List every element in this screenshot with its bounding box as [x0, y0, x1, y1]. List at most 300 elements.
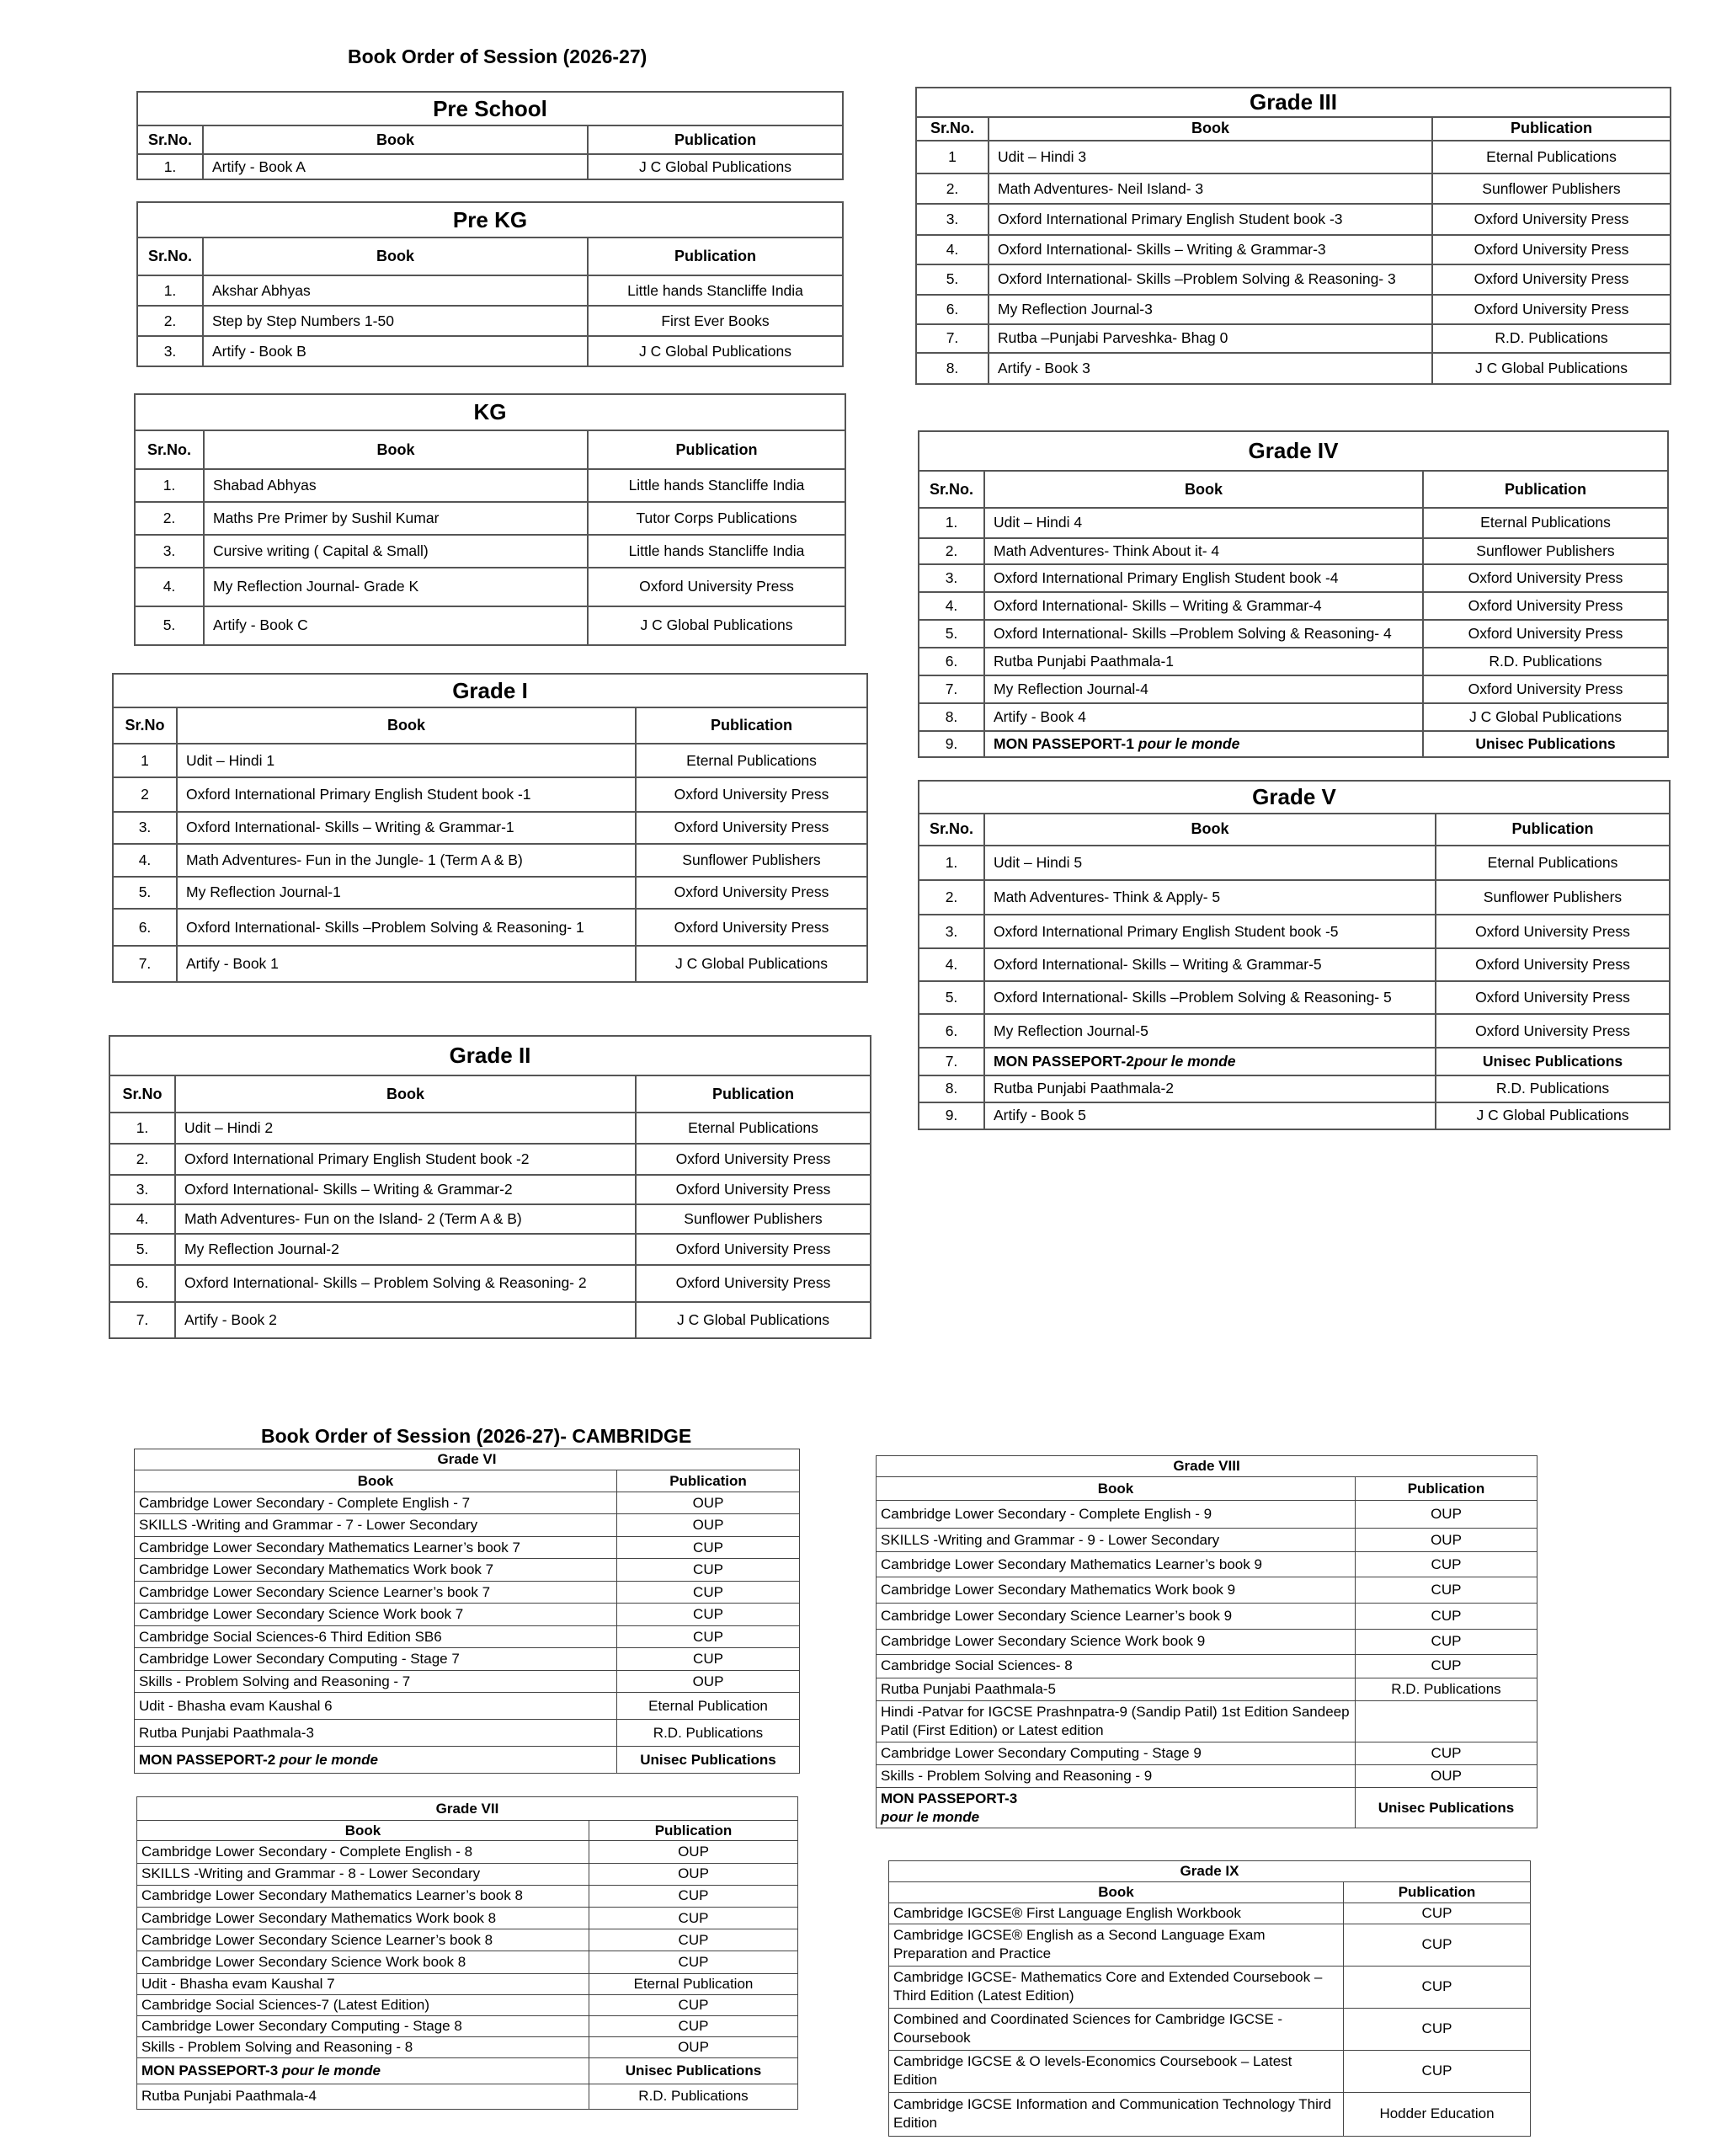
table-row — [916, 173, 1671, 205]
book-cell: Oxford International- Skills –Problem Solving & Reasoning- 3 — [989, 264, 1432, 296]
publication-cell: First Ever Books — [588, 306, 843, 336]
book-cell: Cambridge Lower Secondary Science Work book 7 — [135, 1604, 617, 1626]
publication-cell: Tutor Corps Publications — [588, 502, 845, 535]
table-row — [135, 1492, 800, 1514]
book-cell — [877, 1788, 1356, 1828]
book-cell: My Reflection Journal-4 — [984, 675, 1423, 703]
publication-cell: Oxford University Press — [1423, 620, 1668, 648]
sr-no-cell: 5. — [109, 1234, 175, 1265]
grade-2-table — [109, 1035, 871, 1339]
book-cell: Step by Step Numbers 1-50 — [203, 306, 588, 336]
table-header-row — [889, 1881, 1531, 1903]
book-cell: Cambridge Lower Secondary Computing - Stage 9 — [877, 1742, 1356, 1764]
column-header: Sr.No. — [137, 237, 203, 275]
publication-cell: Oxford University Press — [636, 812, 867, 844]
publication-cell: J C Global Publications — [1423, 703, 1668, 731]
grade-3-table — [915, 87, 1671, 385]
book-cell: Cambridge Social Sciences- 8 — [877, 1655, 1356, 1678]
publication-cell: R.D. Publications — [1436, 1075, 1670, 1102]
book-title: MON PASSEPORT-2 — [139, 1751, 280, 1768]
publication-cell: CUP — [617, 1648, 800, 1671]
publication-cell: CUP — [1356, 1577, 1537, 1604]
sr-no-cell: 7. — [919, 1048, 984, 1075]
sr-no-cell: 7. — [109, 1302, 175, 1338]
book-cell: Rutba Punjabi Paathmala-5 — [877, 1678, 1356, 1700]
book-cell — [135, 1747, 617, 1774]
publication-cell: Oxford University Press — [1436, 981, 1670, 1014]
book-cell: Artify - Book C — [204, 606, 588, 645]
table-title: Grade VI — [135, 1449, 800, 1470]
book-cell: Math Adventures- Think & Apply- 5 — [984, 880, 1436, 915]
sr-no-cell: 9. — [919, 1102, 984, 1129]
sr-no-cell: 3. — [137, 336, 203, 366]
book-cell: Oxford International- Skills – Writing & Grammar-5 — [984, 948, 1436, 981]
publication-cell: CUP — [589, 1951, 798, 1973]
sr-no-cell: 3. — [919, 564, 984, 592]
book-cell: Cambridge IGCSE Information and Communication Technology Third Edition — [889, 2092, 1344, 2136]
publication-cell: CUP — [617, 1625, 800, 1648]
publication-cell: R.D. Publications — [589, 2084, 798, 2109]
table-row — [889, 1903, 1531, 1924]
table-row — [113, 744, 867, 777]
table-title-row — [919, 431, 1668, 471]
publication-cell: Unisec Publications — [589, 2058, 798, 2084]
book-cell: Math Adventures- Fun on the Island- 2 (Term A & B) — [175, 1204, 636, 1234]
table-row — [135, 606, 845, 645]
publication-cell: CUP — [1356, 1604, 1537, 1630]
table-header-row — [137, 237, 843, 275]
table-row — [889, 1966, 1531, 2008]
table-row — [877, 1678, 1537, 1700]
table-title: Grade VIII — [877, 1456, 1537, 1477]
publication-cell: R.D. Publications — [1432, 324, 1671, 354]
publication-cell: R.D. Publications — [617, 1720, 800, 1747]
table-row — [877, 1551, 1537, 1577]
grade-9-table — [888, 1860, 1531, 2137]
book-cell: Maths Pre Primer by Sushil Kumar — [204, 502, 588, 535]
book-cell: SKILLS -Writing and Grammar - 8 - Lower Secondary — [137, 1863, 589, 1885]
table-row — [135, 1604, 800, 1626]
book-cell: Rutba Punjabi Paathmala-1 — [984, 648, 1423, 675]
column-header: Book — [175, 1075, 636, 1112]
publication-cell: Eternal Publications — [636, 1113, 871, 1144]
table-row — [135, 1648, 800, 1671]
publication-cell: Oxford University Press — [636, 909, 867, 946]
book-cell: Cambridge Social Sciences-6 Third Edition SB6 — [135, 1625, 617, 1648]
table-row — [135, 1693, 800, 1720]
table-title: Grade VII — [137, 1797, 798, 1821]
table-row — [919, 564, 1668, 592]
table-row — [137, 1973, 798, 1994]
publication-cell: Sunflower Publishers — [636, 1204, 871, 1234]
publication-cell: CUP — [589, 2016, 798, 2037]
sr-no-cell: 7. — [919, 675, 984, 703]
table-row — [916, 235, 1671, 264]
table-header-row — [137, 1821, 798, 1841]
publication-cell: Hodder Education — [1344, 2092, 1531, 2136]
book-cell: My Reflection Journal- Grade K — [204, 568, 588, 606]
sr-no-cell: 4. — [113, 844, 177, 876]
table-row — [916, 141, 1671, 173]
column-header: Book — [137, 1821, 589, 1841]
publication-cell: Oxford University Press — [1432, 204, 1671, 235]
column-header: Sr.No. — [919, 814, 984, 846]
table-row — [137, 1994, 798, 2015]
book-cell: Rutba Punjabi Paathmala-2 — [984, 1075, 1436, 1102]
publication-cell: CUP — [1356, 1551, 1537, 1577]
publication-cell: Eternal Publications — [1423, 508, 1668, 538]
sr-no-cell: 4. — [919, 592, 984, 620]
column-header: Book — [177, 707, 636, 743]
publication-cell: CUP — [1356, 1629, 1537, 1655]
publication-cell: J C Global Publications — [588, 336, 843, 366]
publication-cell: Eternal Publications — [1436, 846, 1670, 880]
book-cell: Akshar Abhyas — [203, 275, 588, 306]
sr-no-cell: 8. — [919, 1075, 984, 1102]
table-row — [919, 675, 1668, 703]
column-header: Publication — [1423, 471, 1668, 507]
table-row — [919, 948, 1670, 981]
publication-cell: J C Global Publications — [636, 946, 867, 982]
column-header: Publication — [617, 1470, 800, 1492]
table-row — [919, 538, 1668, 564]
book-title: MON PASSEPORT-3 — [141, 2063, 282, 2079]
book-cell: Udit – Hindi 5 — [984, 846, 1436, 880]
sr-no-cell: 2. — [916, 173, 989, 205]
table-row — [109, 1234, 871, 1265]
book-cell: Cambridge Lower Secondary - Complete English - 8 — [137, 1841, 589, 1863]
book-cell: My Reflection Journal-1 — [177, 877, 636, 909]
table-row — [109, 1265, 871, 1301]
publication-cell: J C Global Publications — [588, 154, 843, 179]
book-cell: My Reflection Journal-2 — [175, 1234, 636, 1265]
table-title: Grade V — [919, 781, 1670, 814]
column-header: Publication — [589, 1821, 798, 1841]
table-title-row — [916, 88, 1671, 117]
book-cell: Cambridge IGCSE- Mathematics Core and Extended Coursebook – Third Edition (Latest Edition) — [889, 1966, 1344, 2008]
publication-cell: Oxford University Press — [636, 877, 867, 909]
book-cell: Cambridge Lower Secondary Computing - Stage 7 — [135, 1648, 617, 1671]
table-row — [137, 336, 843, 366]
cambridge-title: Book Order of Session (2026-27)- CAMBRIDGE — [261, 1425, 692, 1447]
book-cell: Math Adventures- Neil Island- 3 — [989, 173, 1432, 205]
column-header: Book — [135, 1470, 617, 1492]
book-cell: My Reflection Journal-3 — [989, 295, 1432, 324]
table-row — [113, 877, 867, 909]
book-cell: Skills - Problem Solving and Reasoning - 9 — [877, 1765, 1356, 1788]
book-cell: Artify - Book 2 — [175, 1302, 636, 1338]
book-subtitle: pour le monde — [281, 2063, 381, 2079]
publication-cell: J C Global Publications — [588, 606, 845, 645]
column-header: Publication — [1432, 117, 1671, 141]
book-cell: Udit – Hindi 1 — [177, 744, 636, 777]
table-row — [889, 2092, 1531, 2136]
table-title: Grade I — [113, 674, 867, 707]
table-row — [135, 1720, 800, 1747]
book-cell: Udit – Hindi 4 — [984, 508, 1423, 538]
book-cell: My Reflection Journal-5 — [984, 1014, 1436, 1049]
table-row — [137, 1885, 798, 1907]
publication-cell: CUP — [1344, 2008, 1531, 2050]
table-row — [889, 2008, 1531, 2050]
table-row — [135, 1747, 800, 1774]
table-row — [113, 844, 867, 876]
book-cell: Oxford International- Skills –Problem Solving & Reasoning- 4 — [984, 620, 1423, 648]
table-title-row — [137, 1797, 798, 1821]
publication-cell: Sunflower Publishers — [1423, 538, 1668, 564]
publication-cell: CUP — [1344, 2050, 1531, 2092]
publication-cell: CUP — [617, 1581, 800, 1604]
grade-7-table — [136, 1796, 798, 2110]
table-row — [889, 2050, 1531, 2092]
table-header-row — [916, 117, 1671, 141]
book-cell: Cambridge Lower Secondary Mathematics Learner’s book 8 — [137, 1885, 589, 1907]
grade-5-table — [918, 780, 1671, 1130]
sr-no-cell: 5. — [916, 264, 989, 296]
publication-cell: OUP — [1356, 1765, 1537, 1788]
publication-cell: Oxford University Press — [1432, 235, 1671, 264]
book-subtitle: pour le monde — [881, 1808, 980, 1825]
column-header: Publication — [1344, 1881, 1531, 1903]
table-row — [877, 1629, 1537, 1655]
book-cell — [137, 2058, 589, 2084]
table-header-row — [109, 1075, 871, 1112]
book-cell: Oxford International- Skills –Problem Solving & Reasoning- 5 — [984, 981, 1436, 1014]
table-row — [919, 731, 1668, 757]
table-row — [113, 909, 867, 946]
table-row — [137, 2084, 798, 2109]
table-row — [919, 1075, 1670, 1102]
publication-cell: Oxford University Press — [636, 1175, 871, 1204]
grade-6-table — [134, 1449, 800, 1774]
table-row — [109, 1175, 871, 1204]
grade-8-table — [876, 1455, 1537, 1828]
table-row — [919, 508, 1668, 538]
publication-cell: J C Global Publications — [1432, 353, 1671, 384]
publication-cell: Unisec Publications — [1423, 731, 1668, 757]
column-header: Sr.No — [109, 1075, 175, 1112]
sr-no-cell: 2. — [919, 880, 984, 915]
table-row — [919, 620, 1668, 648]
table-header-row — [877, 1477, 1537, 1500]
book-cell: Oxford International Primary English Student book -2 — [175, 1144, 636, 1175]
publication-cell: Sunflower Publishers — [1436, 880, 1670, 915]
sr-no-cell: 4. — [919, 948, 984, 981]
sr-no-cell: 5. — [135, 606, 204, 645]
publication-cell: Sunflower Publishers — [1432, 173, 1671, 205]
sr-no-cell: 1. — [135, 469, 204, 502]
book-subtitle: pour le monde — [1133, 1053, 1236, 1070]
table-row — [135, 1559, 800, 1582]
column-header: Publication — [636, 707, 867, 743]
publication-cell: CUP — [589, 1908, 798, 1929]
sr-no-cell: 7. — [113, 946, 177, 982]
table-row — [135, 568, 845, 606]
table-row — [109, 1204, 871, 1234]
sr-no-cell: 2. — [109, 1144, 175, 1175]
table-title-row — [889, 1861, 1531, 1882]
book-cell: Oxford International Primary English Student book -3 — [989, 204, 1432, 235]
book-cell: Skills - Problem Solving and Reasoning - 8 — [137, 2037, 589, 2058]
table-title-row — [137, 202, 843, 237]
book-cell: Cambridge Lower Secondary Science Work book 8 — [137, 1951, 589, 1973]
book-cell: Udit - Bhasha evam Kaushal 6 — [135, 1693, 617, 1720]
book-cell: Combined and Coordinated Sciences for Cambridge IGCSE - Coursebook — [889, 2008, 1344, 2050]
publication-cell: OUP — [589, 1863, 798, 1885]
publication-cell: OUP — [1356, 1529, 1537, 1551]
table-row — [135, 1670, 800, 1693]
book-cell: SKILLS -Writing and Grammar - 7 - Lower Secondary — [135, 1514, 617, 1537]
table-row — [916, 324, 1671, 354]
table-title-row — [113, 674, 867, 707]
publication-cell: CUP — [1344, 1924, 1531, 1966]
table-row — [916, 353, 1671, 384]
table-row — [137, 154, 843, 179]
table-row — [919, 981, 1670, 1014]
publication-cell: CUP — [617, 1604, 800, 1626]
publication-cell: CUP — [617, 1536, 800, 1559]
table-row — [137, 275, 843, 306]
publication-cell: Oxford University Press — [636, 1144, 871, 1175]
table-row — [889, 1924, 1531, 1966]
column-header: Book — [203, 237, 588, 275]
sr-no-cell: 6. — [113, 909, 177, 946]
table-row — [919, 1102, 1670, 1129]
page-title: Book Order of Session (2026-27) — [348, 45, 647, 67]
column-header: Book — [203, 125, 588, 154]
book-cell: Artify - Book 5 — [984, 1102, 1436, 1129]
table-row — [919, 648, 1668, 675]
table-row — [137, 1951, 798, 1973]
table-header-row — [137, 125, 843, 154]
book-title: MON PASSEPORT-1 — [994, 734, 1138, 752]
publication-cell: OUP — [1356, 1500, 1537, 1529]
table-row — [877, 1604, 1537, 1630]
publication-cell: Little hands Stancliffe India — [588, 535, 845, 568]
column-header: Publication — [588, 237, 843, 275]
publication-cell: Unisec Publications — [1356, 1788, 1537, 1828]
pre-school-table — [136, 91, 844, 179]
table-row — [135, 535, 845, 568]
book-cell — [984, 731, 1423, 757]
publication-cell: CUP — [589, 1929, 798, 1951]
table-row — [135, 1514, 800, 1537]
book-cell: Cambridge Lower Secondary Mathematics Learner’s book 7 — [135, 1536, 617, 1559]
table-row — [877, 1765, 1537, 1788]
publication-cell: R.D. Publications — [1356, 1678, 1537, 1700]
sr-no-cell: 5. — [113, 877, 177, 909]
sr-no-cell: 3. — [919, 915, 984, 949]
table-row — [916, 204, 1671, 235]
table-header-row — [919, 814, 1670, 846]
table-row — [877, 1701, 1537, 1742]
publication-cell: OUP — [589, 1841, 798, 1863]
table-title: KG — [135, 394, 845, 430]
publication-cell: Eternal Publication — [589, 1973, 798, 1994]
table-row — [135, 502, 845, 535]
book-cell: Oxford International- Skills –Problem Solving & Reasoning- 1 — [177, 909, 636, 946]
table-row — [916, 264, 1671, 296]
publication-cell: CUP — [589, 1994, 798, 2015]
kg-table — [134, 393, 846, 646]
book-cell: Cambridge Lower Secondary - Complete English - 9 — [877, 1500, 1356, 1529]
publication-cell: Eternal Publications — [1432, 141, 1671, 173]
book-cell: Math Adventures- Fun in the Jungle- 1 (Term A & B) — [177, 844, 636, 876]
table-row — [137, 1929, 798, 1951]
publication-cell: Unisec Publications — [617, 1747, 800, 1774]
table-row — [919, 846, 1670, 880]
table-title-row — [877, 1456, 1537, 1477]
sr-no-cell: 8. — [916, 353, 989, 384]
book-cell: Cambridge IGCSE® First Language English Workbook — [889, 1903, 1344, 1924]
publication-cell: J C Global Publications — [1436, 1102, 1670, 1129]
table-title-row — [135, 394, 845, 430]
book-cell: Artify - Book 1 — [177, 946, 636, 982]
publication-cell: Little hands Stancliffe India — [588, 275, 843, 306]
publication-cell: Oxford University Press — [1432, 295, 1671, 324]
table-row — [137, 1863, 798, 1885]
publication-cell: Oxford University Press — [636, 777, 867, 811]
book-cell: Skills - Problem Solving and Reasoning - 7 — [135, 1670, 617, 1693]
sr-no-cell: 2. — [135, 502, 204, 535]
book-cell: Oxford International Primary English Student book -1 — [177, 777, 636, 811]
book-cell: Rutba –Punjabi Parveshka- Bhag 0 — [989, 324, 1432, 354]
publication-cell: CUP — [589, 1885, 798, 1907]
table-row — [109, 1113, 871, 1144]
column-header: Sr.No. — [135, 430, 204, 469]
publication-cell: Oxford University Press — [1436, 948, 1670, 981]
book-cell: Oxford International- Skills – Writing & Grammar-3 — [989, 235, 1432, 264]
table-row — [919, 915, 1670, 949]
publication-cell: Oxford University Press — [1432, 264, 1671, 296]
publication-cell: Oxford University Press — [1423, 675, 1668, 703]
publication-cell: OUP — [617, 1670, 800, 1693]
book-cell: Artify - Book A — [203, 154, 588, 179]
publication-cell: Sunflower Publishers — [636, 844, 867, 876]
book-cell: Cambridge Social Sciences-7 (Latest Edition) — [137, 1994, 589, 2015]
table-row — [919, 592, 1668, 620]
book-cell: Udit - Bhasha evam Kaushal 7 — [137, 1973, 589, 1994]
table-row — [113, 812, 867, 844]
table-row — [919, 703, 1668, 731]
column-header: Book — [889, 1881, 1344, 1903]
sr-no-cell: 8. — [919, 703, 984, 731]
publication-cell: CUP — [617, 1559, 800, 1582]
publication-cell: Oxford University Press — [588, 568, 845, 606]
book-cell: Cursive writing ( Capital & Small) — [204, 535, 588, 568]
table-row — [137, 1908, 798, 1929]
publication-cell: OUP — [617, 1492, 800, 1514]
publication-cell: OUP — [617, 1514, 800, 1537]
table-header-row — [113, 707, 867, 743]
table-row — [877, 1655, 1537, 1678]
sr-no-cell: 6. — [919, 1014, 984, 1049]
sr-no-cell: 3. — [109, 1175, 175, 1204]
book-cell: Cambridge Lower Secondary - Complete English - 7 — [135, 1492, 617, 1514]
column-header: Publication — [588, 125, 843, 154]
book-cell: Oxford International Primary English Student book -4 — [984, 564, 1423, 592]
table-title-row — [137, 92, 843, 125]
publication-cell: Eternal Publication — [617, 1693, 800, 1720]
column-header: Book — [984, 471, 1423, 507]
table-row — [919, 1014, 1670, 1049]
book-cell: Cambridge Lower Secondary Science Learner’s book 9 — [877, 1604, 1356, 1630]
table-title-row — [109, 1036, 871, 1075]
publication-cell: OUP — [589, 2037, 798, 2058]
column-header: Sr.No — [113, 707, 177, 743]
table-title-row — [919, 781, 1670, 814]
publication-cell: Oxford University Press — [1436, 915, 1670, 949]
